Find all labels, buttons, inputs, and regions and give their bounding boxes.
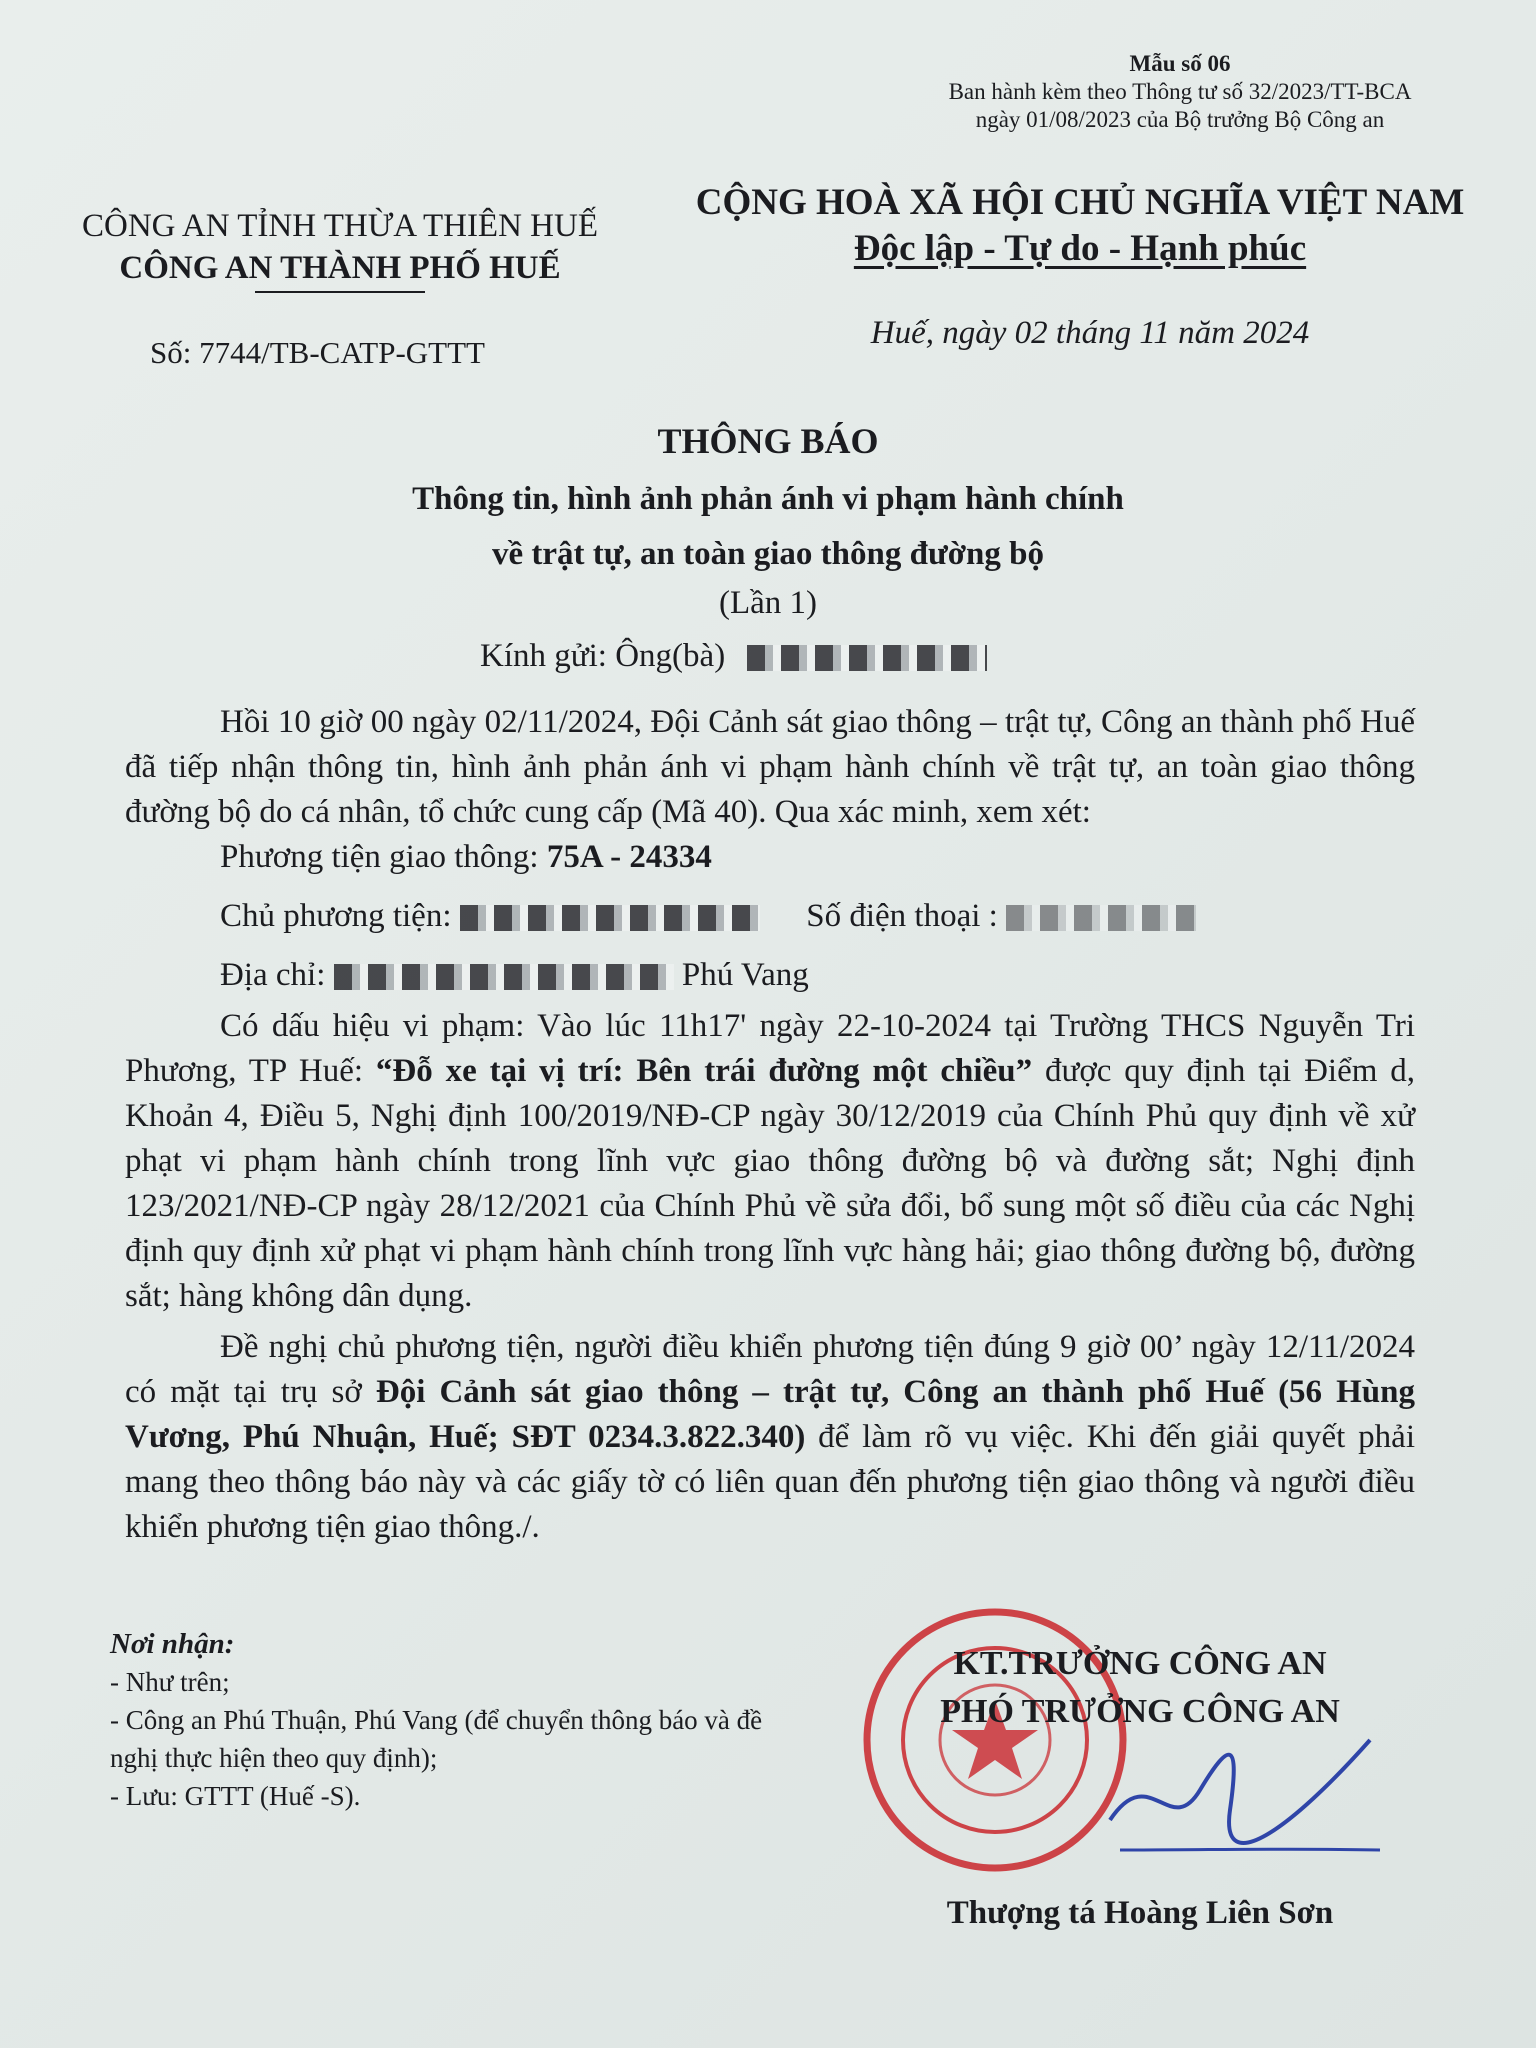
agency-name: CÔNG AN THÀNH PHỐ HUẾ xyxy=(119,250,561,286)
request-paragraph xyxy=(125,1325,1415,1550)
signature-title-2: PHÓ TRƯỞNG CÔNG AN xyxy=(940,1693,1340,1730)
address-line xyxy=(220,953,1415,998)
national-motto: Độc lập - Tự do - Hạnh phúc xyxy=(853,228,1307,269)
document-number xyxy=(150,335,485,371)
redacted-address xyxy=(334,964,674,990)
vehicle-label: Phương tiện giao thông: xyxy=(220,839,547,875)
vehicle-line xyxy=(220,835,1415,880)
phone-label: Số điện thoại : xyxy=(806,898,1007,934)
owner-line xyxy=(220,894,1415,939)
doc-number-label: Số: xyxy=(150,335,192,370)
violation-quote: “Đỗ xe tại vị trí: Bên trái đường một chiều” xyxy=(375,1053,1033,1089)
redacted-owner xyxy=(460,905,760,931)
owner-label: Chủ phương tiện: xyxy=(220,898,460,934)
request-location: Đội Cảnh sát giao thông – trật tự, Công an thành phố Huế (56 Hùng Vương, Phú Nhuận, Huế; SĐT 0234.3.822.340) xyxy=(125,1374,1415,1455)
addressee-line xyxy=(480,638,987,675)
addressee-label: Kính gửi: Ông(bà) xyxy=(480,638,726,674)
request-text-a: Đề nghị chủ phương tiện, người điều khiển phương tiện đúng 9 giờ 00’ ngày 12/11/2024 có mặt tại trụ sở xyxy=(125,1329,1415,1410)
recipients-block xyxy=(110,1625,810,1815)
subtitle-line-1: Thông tin, hình ảnh phản ánh vi phạm hành chính xyxy=(412,481,1124,517)
address-label: Địa chỉ: xyxy=(220,957,334,993)
redacted-name xyxy=(747,645,987,671)
violation-text-b: được quy định tại Điểm d, Khoản 4, Điều 5, Nghị định 100/2019/NĐ-CP ngày 30/12/2019 của Chính Phủ quy định về xử phạt vi phạm hành chính trong lĩnh vực giao thông đường bộ và đường sắt; Nghị định 123/2021/NĐ-CP ngày 28/12/2021 của Chính Phủ về sửa đổi, bổ sung một số điều của các Nghị định quy định xử phạt vi phạm hành chính trong lĩnh vực hàng hải; giao thông đường bộ, đường sắt; hàng không dân dụng. xyxy=(125,1053,1416,1314)
signature-title-1: KT.TRƯỞNG CÔNG AN xyxy=(953,1645,1327,1682)
issued-by-line-1: Ban hành kèm theo Thông tư số 32/2023/TT-BCA xyxy=(948,79,1412,104)
recipient-item: - Công an Phú Thuận, Phú Vang (để chuyển thông báo và đề nghị thực hiện theo quy định); xyxy=(110,1705,763,1773)
notice-body xyxy=(125,700,1415,1550)
request-text-b: để làm rõ vụ việc. Khi đến giải quyết phải mang theo thông báo này và các giấy tờ có liên quan đến phương tiện giao thông và người điều khiển phương tiện giao thông./. xyxy=(125,1419,1415,1545)
redacted-phone xyxy=(1006,905,1196,931)
agency-divider xyxy=(255,291,425,293)
place-date: Huế, ngày 02 tháng 11 năm 2024 xyxy=(870,315,1310,351)
national-header xyxy=(680,180,1480,272)
signer-name: Thượng tá Hoàng Liên Sơn xyxy=(946,1895,1334,1931)
vehicle-plate: 75A - 24334 xyxy=(546,839,712,875)
document-title: THÔNG BÁO xyxy=(657,421,879,461)
recipients-heading: Nơi nhận: xyxy=(110,1628,235,1660)
violation-paragraph xyxy=(125,1004,1415,1319)
recipient-item: - Như trên; xyxy=(110,1667,230,1697)
doc-number-value: 7744/TB-CATP-GTTT xyxy=(199,335,485,370)
nation-name: CỘNG HOÀ XÃ HỘI CHỦ NGHĨA VIỆT NAM xyxy=(695,182,1465,223)
form-number: Mẫu số 06 xyxy=(1129,51,1231,76)
agency-parent: CÔNG AN TỈNH THỪA THIÊN HUẾ xyxy=(81,208,598,244)
document-subtitle xyxy=(0,472,1536,582)
address-district: Phú Vang xyxy=(673,957,809,993)
issued-by-line-2: ngày 01/08/2023 của Bộ trưởng Bộ Công an xyxy=(975,107,1385,132)
form-number-block xyxy=(900,50,1460,134)
violation-text-a: Có dấu hiệu vi phạm: Vào lúc 11h17' ngày 22-10-2024 tại Trường THCS Nguyễn Tri Phương, TP Huế: xyxy=(125,1008,1415,1089)
signature-block xyxy=(880,1640,1400,1736)
subtitle-line-2: về trật tự, an toàn giao thông đường bộ xyxy=(491,536,1044,572)
intro-paragraph: Hồi 10 giờ 00 ngày 02/11/2024, Đội Cảnh sát giao thông – trật tự, Công an thành phố Huế đã tiếp nhận thông tin, hình ảnh phản ánh vi phạm hành chính về trật tự, an toàn giao thông đường bộ do cá nhân, tổ chức cung cấp (Mã 40). Qua xác minh, xem xét: xyxy=(125,704,1415,830)
agency-header xyxy=(40,205,640,293)
notice-iteration: (Lần 1) xyxy=(718,585,818,621)
recipient-item: - Lưu: GTTT (Huế -S). xyxy=(110,1781,361,1811)
